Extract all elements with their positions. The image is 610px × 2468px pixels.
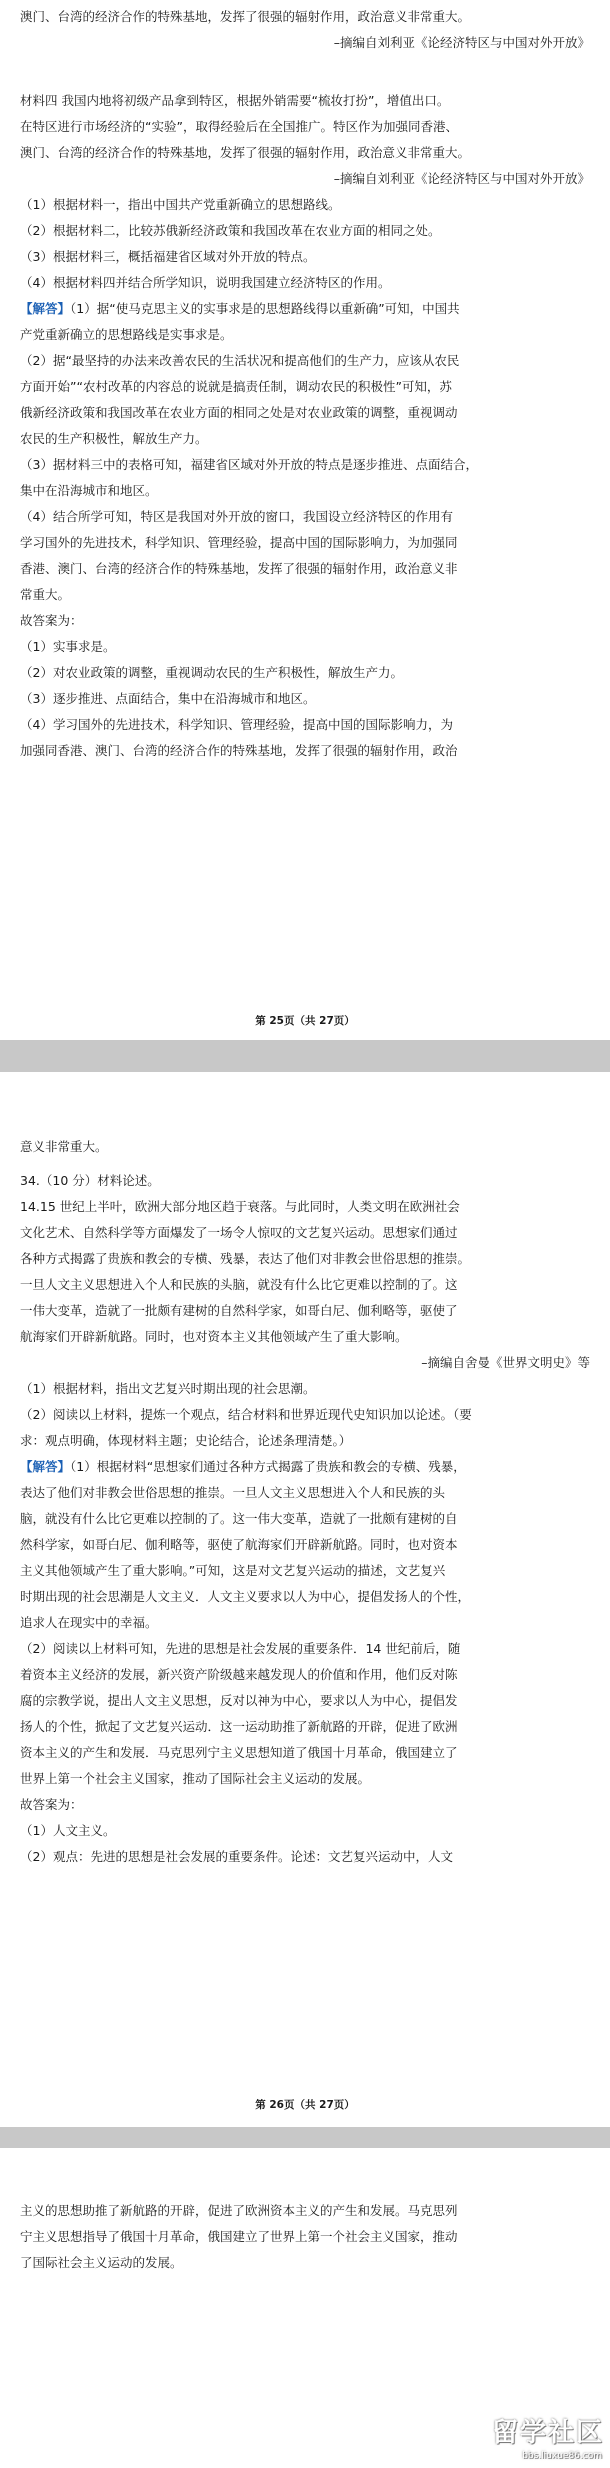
material-line: 一旦人文主义思想进入个人和民族的头脑，就没有什么比它更难以控制的了。这 <box>20 1277 458 1292</box>
answer-line: 资本主义的产生和发展．马克思列宁主义思想知道了俄国十月革命，俄国建立了 <box>20 1745 458 1760</box>
material-four-line: 材料四 我国内地将初级产品拿到特区，根据外销需要“梳妆打扮”，增值出口。 <box>20 93 450 108</box>
answer-line: 着资本主义经济的发展，新兴资产阶级越来越发现人的价值和作用，他们反对陈 <box>20 1667 458 1682</box>
document-page-25 <box>0 0 610 1040</box>
source-citation: –摘编自舍曼《世界文明史》等 <box>421 1355 590 1370</box>
question-line: （2）阅读以上材料，提炼一个观点，结合材料和世界近现代史知识加以论述。（要 <box>20 1407 472 1422</box>
question-line: （1）根据材料，指出文艺复兴时期出现的社会思潮。 <box>20 1381 316 1396</box>
answer-line: （3）据材料三中的表格可知，福建省区域对外开放的特点是逐步推进、点面结合， <box>20 457 478 472</box>
answer-line: 产党重新确立的思想路线是实事求是。 <box>20 327 233 342</box>
source-citation: –摘编自刘利亚《论经济特区与中国对外开放》 <box>333 35 590 50</box>
answer-line: 表达了他们对非教会世俗思想的推崇。一旦人文主义思想进入个人和民族的头 <box>20 1485 446 1500</box>
answer-tag: 【解答】 <box>20 1459 71 1474</box>
material-four-line: 在特区进行市场经济的“实验”，取得经验后在全国推广。特区作为加强同香港、 <box>20 119 458 134</box>
material-line: 文化艺术、自然科学等方面爆发了一场令人惊叹的文艺复兴运动。思想家们通过 <box>20 1225 458 1240</box>
answer-line: （2）阅读以上材料可知，先进的思想是社会发展的重要条件．14 世纪前后，随 <box>20 1641 461 1656</box>
answer-line: 集中在沿海城市和地区。 <box>20 483 158 498</box>
material-line: 一伟大变革，造就了一批颇有建树的自然科学家，如哥白尼、伽利略等，驱使了 <box>20 1303 458 1318</box>
answer-line: 然科学家，如哥白尼、伽利略等，驱使了航海家们开辟新航路。同时，也对资本 <box>20 1537 458 1552</box>
page-content <box>20 1134 590 1870</box>
question-line: （1）根据材料一，指出中国共产党重新确立的思想路线。 <box>20 197 341 212</box>
answer-line: 方面开始”“农村改革的内容总的说就是搞责任制，调动农民的积极性”可知，苏 <box>20 379 452 394</box>
page-number-footer: 第 25页（共 27页） <box>255 1015 355 1027</box>
answer-line: 学习国外的先进技术，科学知识、管理经验，提高中国的国际影响力，为加强同 <box>20 535 458 550</box>
text-line: 澳门、台湾的经济合作的特殊基地，发挥了很强的辐射作用，政治意义非常重大。 <box>20 9 471 24</box>
answer-line: 脑，就没有什么比它更难以控制的了。这一伟大变革，造就了一批颇有建树的自 <box>20 1511 458 1526</box>
text-line: 意义非常重大。 <box>20 1139 108 1154</box>
answer-line: 时期出现的社会思潮是人文主义．人文主义要求以人为中心，提倡发扬人的个性， <box>20 1589 471 1604</box>
answer-line: 世界上第一个社会主义国家，推动了国际社会主义运动的发展。 <box>20 1771 371 1786</box>
answer-line: 加强同香港、澳门、台湾的经济合作的特殊基地，发挥了很强的辐射作用，政治 <box>20 743 458 758</box>
answer-line: 腐的宗教学说，提出人文主义思想，反对以神为中心，要求以人为中心，提倡发 <box>20 1693 458 1708</box>
material-line: 14.15 世纪上半叶，欧洲大部分地区趋于衰落。与此同时，人类文明在欧洲社会 <box>20 1199 460 1214</box>
answer-line: （2）对农业政策的调整，重视调动农民的生产积极性，解放生产力。 <box>20 665 403 680</box>
watermark-url: bbs.liuxue86.com <box>522 2451 602 2461</box>
document-page-27 <box>0 2148 610 2468</box>
material-line: 各种方式揭露了贵族和教会的专横、残暴，表达了他们对非教会世俗思想的推崇。 <box>20 1251 471 1266</box>
answer-line <box>20 296 590 322</box>
source-citation: –摘编自刘利亚《论经济特区与中国对外开放》 <box>333 171 590 186</box>
question-heading: 34.（10 分）材料论述。 <box>20 1173 160 1188</box>
question-line: （3）根据材料三，概括福建省区域对外开放的特点。 <box>20 249 316 264</box>
page-content <box>20 2198 590 2276</box>
answer-line: （2）观点：先进的思想是社会发展的重要条件。论述：文艺复兴运动中，人文 <box>20 1849 453 1864</box>
question-line: （2）根据材料二，比较苏俄新经济政策和我国改革在农业方面的相同之处。 <box>20 223 441 238</box>
answer-tag: 【解答】 <box>20 301 71 316</box>
answer-line: （1）人文主义。 <box>20 1823 116 1838</box>
answer-line <box>20 1454 590 1480</box>
answer-line: （1）实事求是。 <box>20 639 116 654</box>
answer-line: 俄新经济政策和我国改革在农业方面的相同之处是对农业政策的调整，重视调动 <box>20 405 458 420</box>
answer-line: 常重大。 <box>20 587 71 602</box>
answer-text: （1）根据材料“思想家们通过各种方式揭露了贵族和教会的专横、残暴， <box>70 1459 466 1474</box>
answer-line: 故答案为： <box>20 613 83 628</box>
text-line: 主义的思想助推了新航路的开辟，促进了欧洲资本主义的产生和发展。马克思列 <box>20 2203 458 2218</box>
answer-line: 主义其他领域产生了重大影响。”可知，这是对文艺复兴运动的描述，文艺复兴 <box>20 1563 446 1578</box>
text-line: 了国际社会主义运动的发展。 <box>20 2255 183 2270</box>
text-line: 宁主义思想指导了俄国十月革命，俄国建立了世界上第一个社会主义国家，推动 <box>20 2229 458 2244</box>
material-line: 航海家们开辟新航路。同时，也对资本主义其他领域产生了重大影响。 <box>20 1329 408 1344</box>
answer-line: 追求人在现实中的幸福。 <box>20 1615 158 1630</box>
answer-line: （4）结合所学可知，特区是我国对外开放的窗口，我国设立经济特区的作用有 <box>20 509 453 524</box>
answer-line: 香港、澳门、台湾的经济合作的特殊基地，发挥了很强的辐射作用，政治意义非 <box>20 561 458 576</box>
page-number-footer: 第 26页（共 27页） <box>255 2099 355 2111</box>
question-line: （4）根据材料四并结合所学知识，说明我国建立经济特区的作用。 <box>20 275 391 290</box>
answer-line: 农民的生产积极性，解放生产力。 <box>20 431 208 446</box>
answer-line: （3）逐步推进、点面结合，集中在沿海城市和地区。 <box>20 691 316 706</box>
document-page-26 <box>0 1072 610 2127</box>
answer-line: （2）据“最坚持的办法来改善农民的生活状况和提高他们的生产力，应该从农民 <box>20 353 460 368</box>
answer-line: 扬人的个性，掀起了文艺复兴运动．这一运动助推了新航路的开辟，促进了欧洲 <box>20 1719 458 1734</box>
answer-line: 故答案为： <box>20 1797 83 1812</box>
question-line: 求：观点明确，体现材料主题；史论结合，论述条理清楚。） <box>20 1433 352 1448</box>
watermark-title: 留学社区 <box>491 2418 604 2448</box>
answer-line: （4）学习国外的先进技术，科学知识、管理经验，提高中国的国际影响力，为 <box>20 717 453 732</box>
material-four-line: 澳门、台湾的经济合作的特殊基地，发挥了很强的辐射作用，政治意义非常重大。 <box>20 145 471 160</box>
page-content <box>20 4 590 764</box>
answer-text: （1）据“使马克思主义的实事求是的思想路线得以重新确”可知，中国共 <box>70 301 460 316</box>
watermark-logo <box>484 2418 604 2462</box>
